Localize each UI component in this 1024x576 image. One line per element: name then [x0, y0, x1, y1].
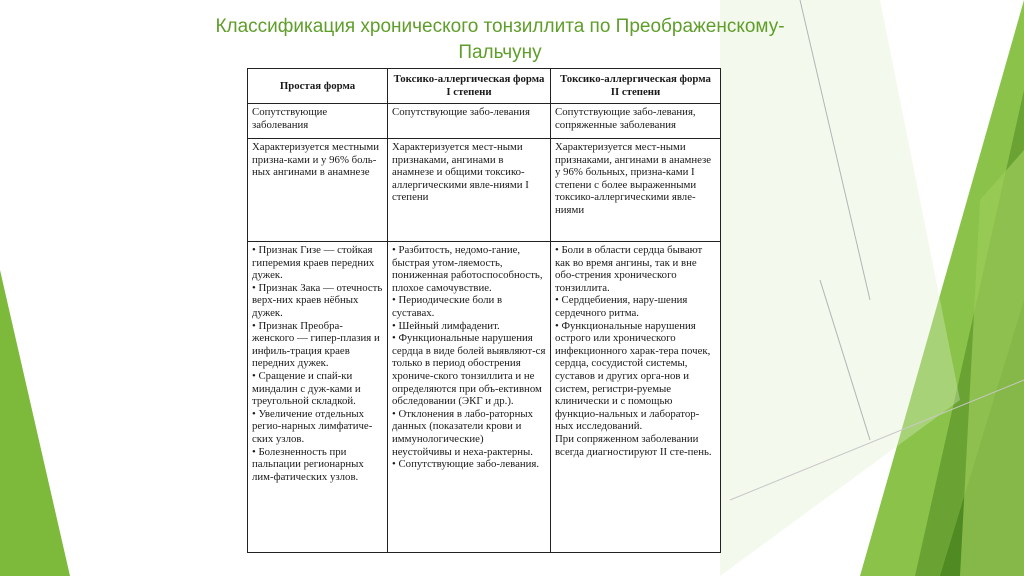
list-item: • Сращение и спай-ки миндалин с дуж-ками и треугольной складкой. [252, 369, 361, 408]
table-cell: Характеризуется мест-ными признаками, ангинами в анамнезе и общими токсико-аллергическими явле-ниями I степени [388, 139, 551, 242]
table-cell: Сопутствующие забо-левания, сопряженные заболевания [551, 104, 721, 139]
list-item: • Увеличение отдельных регио-нарных лимфатиче-ских узлов. [252, 407, 373, 445]
list-item: • Признак Преобра-женского — гипер-плазия и инфиль-трация краев передних дужек. [252, 319, 380, 370]
table-row [248, 139, 721, 242]
list-item: • Признак Гизе — стойкая гиперемия краев передних дужек. [252, 244, 375, 282]
table-cell [551, 242, 721, 553]
table-cell [248, 242, 388, 553]
slide-title-line-1: Классификация хронического тонзиллита по Преображенскому- [215, 16, 785, 37]
list-item: • Боли в области сердца бывают как во время ангины, так и вне обо-стрения хронического тонзиллита. [555, 244, 703, 294]
table-cell: Сопутствующие заболевания [248, 104, 388, 139]
list-item: • Периодические боли в суставах. [392, 294, 503, 319]
table-cell: Характеризуется мест-ными признаками, ангинами в анамнезе у 96% больных, призна-ками I степени с более выраженными токсико-аллергическими явле-ниями [551, 139, 721, 242]
header-toxic-allergic-2: Токсико-аллергическая форма II степени [551, 69, 721, 104]
list-item: • Отклонения в лабо-раторных данных (показатели крови и иммунологические) неустойчивы и неха-рактерны. [392, 407, 533, 458]
table-row [248, 242, 721, 553]
classification-table [247, 68, 721, 553]
list-item: • Функциональные нарушения острого или хронического инфекционного харак-тера почек, сердца, сосудистой системы, суставов и других орга-нов и систем, регистри-руемые клинически и с помощью функцио-нальных и лаборатор-ных исследований. [555, 319, 711, 433]
list-item: При сопряженном заболевании всегда диагностируют II сте-пень. [555, 432, 712, 458]
list-item: • Болезненность при пальпации регионарных лим-фатических узлов. [252, 445, 364, 483]
table-cell: Сопутствующие забо-левания [388, 104, 551, 139]
table-row [248, 104, 721, 139]
list-item: • Сердцебиения, нару-шения сердечного ритма. [555, 294, 688, 319]
slide-title [140, 14, 860, 66]
slide-title-line-2: Пальчуну [458, 42, 542, 63]
list-item: • Признак Зака — отечность верх-них краев нёбных дужек. [252, 281, 383, 319]
list-item: • Шейный лимфаденит. [392, 319, 500, 332]
list-item: • Функциональные нарушения сердца в виде болей выявляют-ся только в период обострения хрониче-ского тонзиллита и не определяются при объ-ективном обследовании (ЭКГ и др.). [392, 332, 546, 408]
table-cell: Характеризуется местными призна-ками и у 96% боль-ных ангинами в анамнезе [248, 139, 388, 242]
header-toxic-allergic-1: Токсико-аллергическая форма I степени [388, 69, 551, 104]
table-cell [388, 242, 551, 553]
table-header-row [248, 69, 721, 104]
header-simple-form: Простая форма [248, 69, 388, 104]
list-item: • Сопутствующие забо-левания. [392, 458, 540, 471]
list-item: • Разбитость, недомо-гание, быстрая утом-ляемость, пониженная работоспособность, плохое самочувствие. [392, 244, 543, 294]
